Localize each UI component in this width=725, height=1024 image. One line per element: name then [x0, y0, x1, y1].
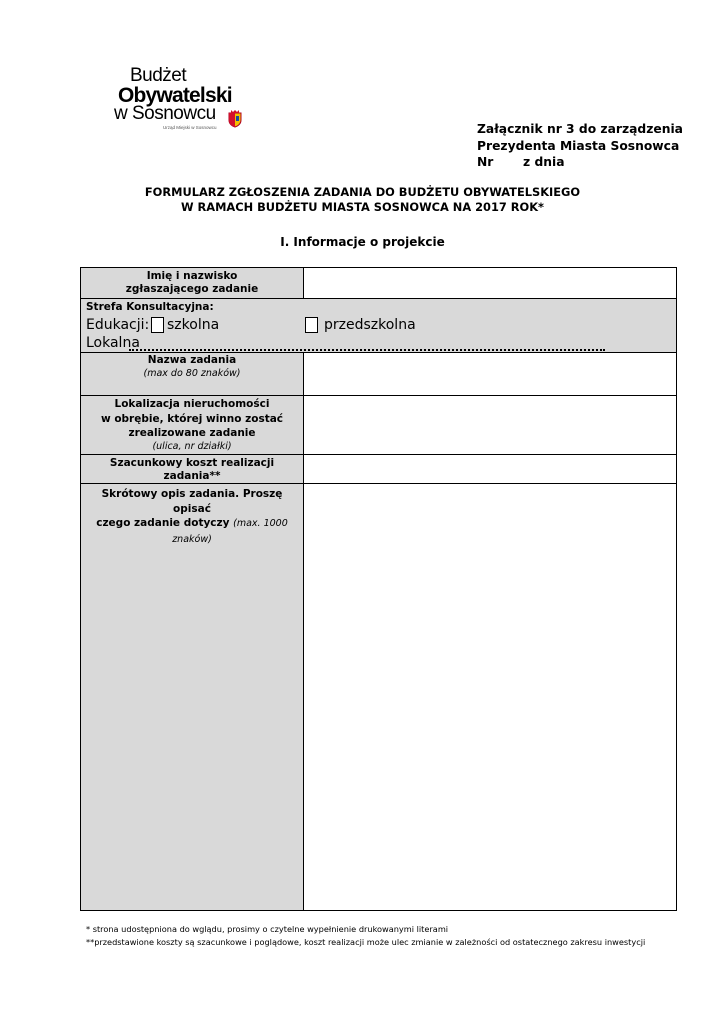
description-label-line-2: [81, 516, 303, 547]
school-option-label: szkolna: [167, 317, 220, 333]
task-name-label-text: Nazwa zadania: [147, 354, 237, 366]
zone-label: Strefa Konsultacyjna:: [86, 301, 214, 313]
description-hint: (max. 1000 znaków): [172, 518, 288, 545]
task-name-label: [81, 354, 303, 380]
location-hint: (ulica, nr działki): [152, 440, 232, 452]
annex-line-1: Załącznik nr 3 do zarządzenia: [477, 122, 683, 136]
section-heading: I. Informacje o projekcie: [280, 235, 445, 249]
cost-input[interactable]: [304, 455, 676, 483]
city-crest-icon: [228, 110, 242, 128]
logo-line-1: Budżet: [130, 65, 187, 86]
task-name-hint: (max do 80 znaków): [143, 368, 241, 379]
form-title: [0, 185, 725, 215]
school-checkbox[interactable]: [151, 317, 164, 333]
form-title-line-1: FORMULARZ ZGŁOSZENIA ZADANIA DO BUDŻETU OBYWATELSKIEGO: [144, 185, 581, 199]
applicant-label-line-1: Imię i nazwisko: [146, 270, 238, 282]
location-label: [81, 397, 303, 453]
logo-line-3: w Sosnowcu: [114, 103, 216, 124]
applicant-input[interactable]: [304, 268, 676, 298]
description-input[interactable]: [304, 484, 676, 910]
education-label: Edukacji:: [86, 317, 150, 333]
description-label-line-1: Skrótowy opis zadania. Proszę opisać: [101, 488, 283, 515]
preschool-option-label: przedszkolna: [324, 317, 416, 333]
cost-label: Szacunkowy koszt realizacji zadania**: [109, 457, 275, 482]
location-label-line-3: zrealizowane zadanie: [128, 427, 256, 439]
annex-date-label: z dnia: [523, 155, 565, 169]
applicant-label: [81, 270, 303, 296]
row-divider: [81, 298, 676, 299]
annex-number-line: [477, 154, 683, 171]
location-label-line-2: w obrębie, której winno zostać: [100, 412, 284, 425]
footnote-1: * strona udostępniona do wglądu, prosimy o czytelne wypełnienie drukowanymi literami: [86, 924, 449, 934]
annex-header: [477, 121, 683, 171]
budget-logo: [110, 66, 250, 138]
description-label-line-2-text: czego zadanie dotyczy: [96, 517, 230, 529]
local-zone-label: Lokalna: [86, 335, 140, 351]
application-form-table: [80, 267, 677, 911]
location-input[interactable]: [304, 396, 676, 454]
description-label: [81, 487, 303, 547]
annex-nr-label: Nr: [477, 155, 494, 169]
logo-subtitle: Urząd Miejski w Sosnowcu: [163, 125, 217, 130]
location-label-line-1: Lokalizacja nieruchomości: [114, 398, 270, 410]
local-zone-fill-line[interactable]: [129, 339, 605, 351]
logo-line-2: Obywatelski: [118, 84, 232, 107]
applicant-label-line-2: zgłaszającego zadanie: [125, 283, 259, 295]
footnotes: [86, 923, 645, 948]
preschool-checkbox[interactable]: [305, 317, 318, 333]
task-name-input[interactable]: [304, 353, 676, 395]
footnote-2: **przedstawione koszty są szacunkowe i poglądowe, koszt realizacji może ulec zmianie w zależności od ostatecznego zakresu inwestycji: [86, 936, 646, 947]
form-title-line-2: W RAMACH BUDŻETU MIASTA SOSNOWCA NA 2017 ROK*: [180, 200, 545, 214]
annex-line-2: Prezydenta Miasta Sosnowca: [477, 138, 680, 153]
label-cell-description: [81, 484, 303, 910]
